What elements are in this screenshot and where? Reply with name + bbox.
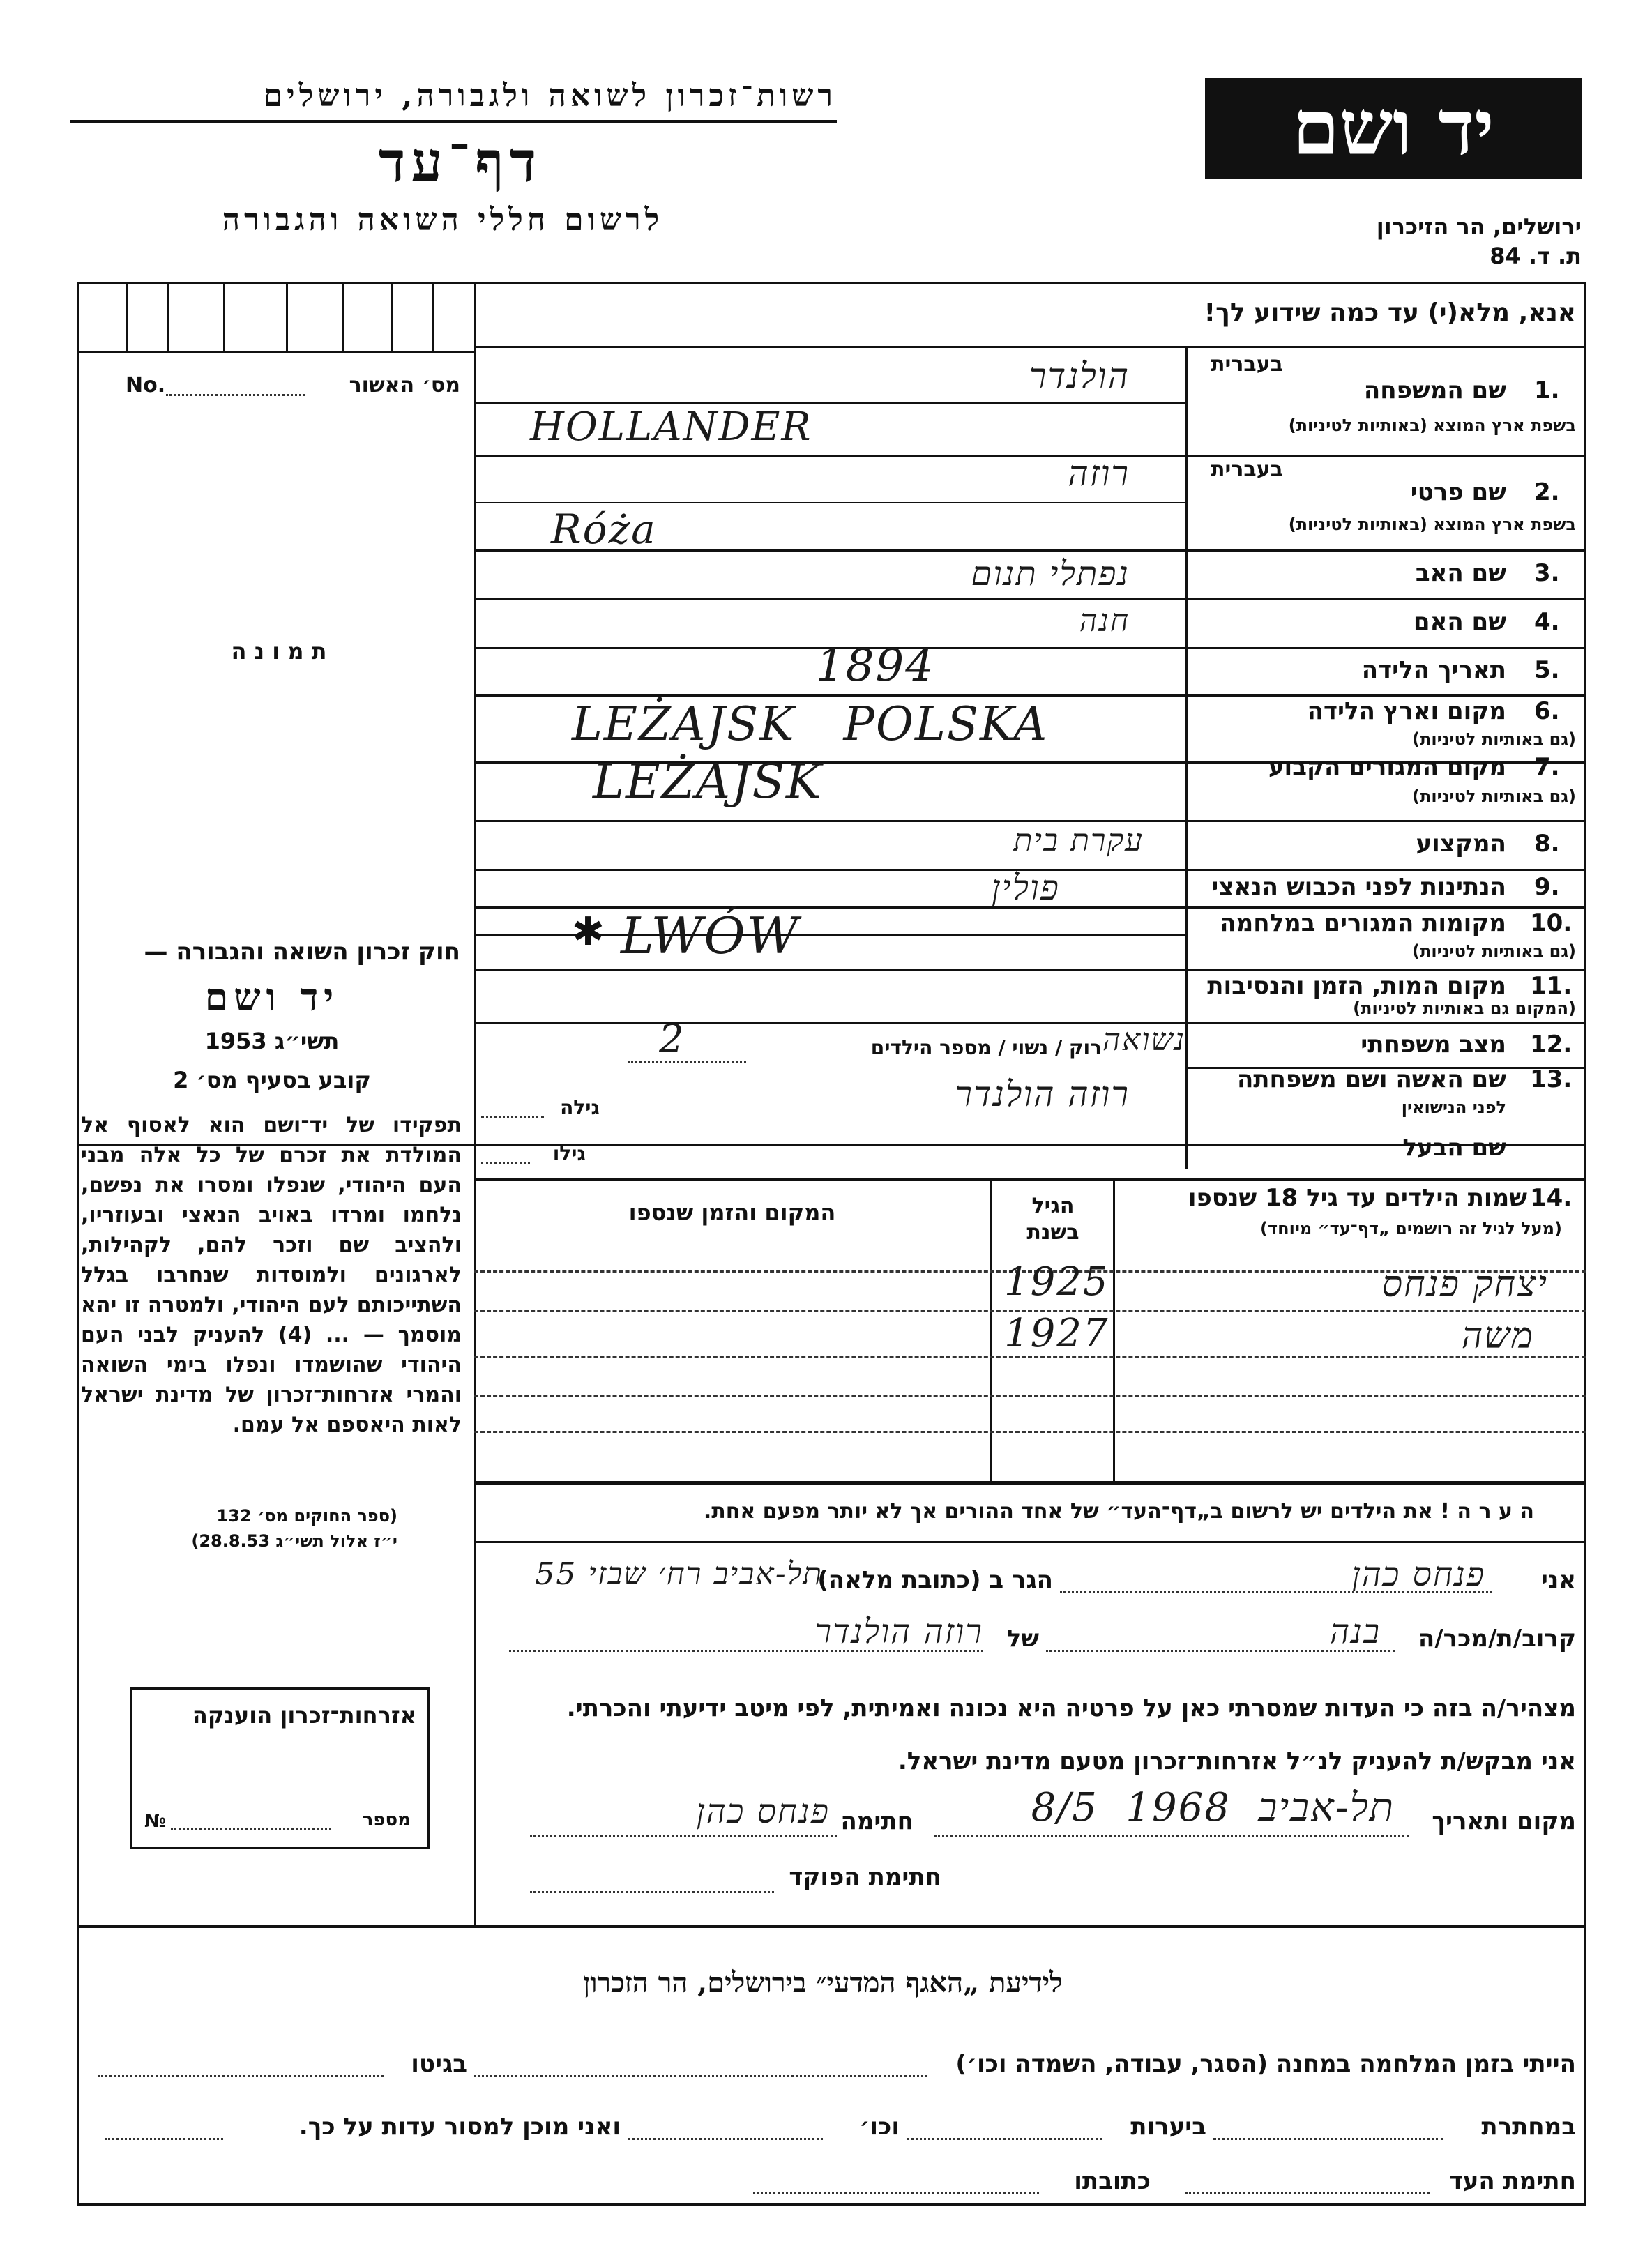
- decl-of-label: של: [1006, 1625, 1039, 1653]
- field2-value-latin: Róża: [551, 506, 657, 553]
- child1-name: יצחק פנחס: [1381, 1263, 1548, 1305]
- field9-num: 9.: [1534, 873, 1560, 901]
- field1-label: שם המשפחה: [1363, 377, 1506, 404]
- field2-value-he: רוזה: [1068, 453, 1130, 494]
- decl-relation-value: בנה: [1330, 1612, 1381, 1651]
- field8-label: המקצוע: [1416, 830, 1506, 858]
- field13-age-label: גילה: [560, 1096, 600, 1119]
- field3-label: שם האב: [1415, 559, 1506, 587]
- bottom-title: לידיעת „האגף המדעי״ בירושלים, הר הזכרון: [583, 1966, 1063, 1999]
- field1-value-latin: HOLLANDER: [530, 404, 812, 450]
- field10-sub: (גם באותיות לטיניות): [1412, 941, 1576, 961]
- field12-options: רוק / נשוי / מספר הילדים: [870, 1036, 1102, 1059]
- field1-num: 1.: [1534, 377, 1560, 404]
- decl-place-date-value: תל-אביב 1968 8/5: [1031, 1785, 1395, 1830]
- bottom-witness-sig: חתימת העד: [1448, 2167, 1576, 2195]
- field11-sub: (המקום גם באותיות לטיניות): [1353, 999, 1576, 1018]
- decl-resides-label: הגר ב (כתובת מלאה): [817, 1566, 1053, 1594]
- bottom-ready: ואני מוכן למסור עדות על כך.: [298, 2113, 621, 2141]
- field2-label: שם פרטי: [1410, 478, 1506, 506]
- law-text: תפקידו של יד־ושם הוא לאסוף אל המולדת את זכרם של כל אלה מבני העם היהודי, שנפלו ומסרו את נפשם, נלחמו ומרדו באויב הנאצי ובעוזריו, ולהציב שם וזכר להם, לקהילות, לארגונים ולמוסדות שנחרבו בגלל השתייכותם לעם היהודי, ולמטרה זו יהא מוסמך — ... (4) להעניק לבני העם היהודי שהושמדו ונפלו בימי השואה והמרי אזרחות־זכרון של מדינת ישראל לאות היאספם אל עמם.: [81, 1113, 462, 1437]
- decl-place-date-label: מקום ותאריך: [1432, 1807, 1576, 1835]
- approval-he-label: מס׳ האשור: [349, 373, 460, 397]
- field2-hebrew-tag: בעברית: [1211, 457, 1283, 482]
- decl-officer-label: חתימת הפוקד: [789, 1863, 941, 1891]
- bottom-forests: ביערות: [1130, 2113, 1206, 2141]
- authority-line: רשות־זכרון לשואה ולגבורה, ירושלים: [263, 78, 837, 114]
- citizenship-no: №: [144, 1811, 167, 1832]
- law-year: תשי״ג 1953: [204, 1028, 340, 1054]
- instruction-text: אנא, מלא(י) עד כמה שידוע לך!: [1204, 298, 1576, 327]
- field6-num: 6.: [1534, 697, 1560, 725]
- field12-num: 12.: [1530, 1031, 1573, 1058]
- field3-value: נפתלי תנום: [971, 554, 1130, 593]
- child2-year: 1927: [1004, 1311, 1109, 1356]
- citizenship-num-label: מספר: [362, 1809, 411, 1830]
- age-header-year: בשנת: [1026, 1220, 1079, 1245]
- form-title: דף־עד: [378, 129, 543, 195]
- field4-value: חנה: [1079, 603, 1130, 639]
- field6-value: LEŻAJSK POLSKA: [572, 697, 1049, 751]
- child2-name: משה: [1461, 1315, 1534, 1357]
- law-source: (ספר החוקים מס׳ 132: [216, 1506, 397, 1526]
- field10-value: LWÓW: [621, 906, 800, 965]
- husband-age-label: גילו: [552, 1142, 586, 1165]
- bottom-etc: וכו׳: [859, 2113, 900, 2141]
- field7-num: 7.: [1534, 753, 1560, 781]
- photo-label: ת מ ו נ ה: [231, 638, 327, 665]
- field10-mark: ✱: [572, 909, 605, 955]
- field2-sub: בשפת ארץ המוצא (באותיות לטיניות): [1288, 515, 1576, 534]
- field7-label: מקום המגורים הקבוע: [1268, 753, 1506, 781]
- decl-of-value: רוזה הולנדר: [814, 1612, 983, 1651]
- field10-label: מקומות המגורים במלחמה: [1220, 909, 1506, 937]
- citizenship-box: [130, 1687, 430, 1849]
- child1-year: 1925: [1004, 1259, 1109, 1305]
- logo-text: יד ושם: [1292, 84, 1494, 172]
- decl-signature-value: פנחס כהן: [696, 1792, 830, 1831]
- field11-label: מקום המות, הזמן והנסיבות: [1207, 972, 1506, 1000]
- field13-sub: לפני הנישואין: [1401, 1098, 1506, 1117]
- field9-label: הנתינות לפני הכבוש הנאצי: [1211, 873, 1506, 901]
- law-name: יד ושם: [204, 975, 340, 1019]
- bottom-ghetto: בגיטו: [411, 2050, 467, 2078]
- field3-num: 3.: [1534, 559, 1560, 587]
- field12-status-value: נשואה: [1102, 1022, 1185, 1058]
- field1-hebrew-tag: בעברית: [1211, 352, 1283, 377]
- field13-value: רוזה הולנדר: [955, 1074, 1130, 1114]
- law-title: חוק זכרון השואה והגבורה —: [144, 938, 460, 966]
- decl-relation-label: קרוב/ת/מכר/ה: [1418, 1625, 1576, 1653]
- field6-sub: (גם באותיות לטיניות): [1412, 729, 1576, 749]
- field8-num: 8.: [1534, 830, 1560, 858]
- approval-no-label: No.: [126, 373, 166, 397]
- field7-sub: (גם באותיות לטיניות): [1412, 787, 1576, 806]
- field11-num: 11.: [1530, 972, 1573, 1000]
- field13-label: שם האשה ושם משפחתה: [1236, 1065, 1506, 1093]
- bottom-partisans: במחתרת: [1481, 2113, 1576, 2141]
- field4-label: שם האם: [1413, 608, 1506, 636]
- address-line1: ירושלים, הר הזיכרון: [1376, 213, 1582, 240]
- age-header: הגיל: [1031, 1194, 1075, 1218]
- field5-label: תאריך הלידה: [1361, 656, 1506, 684]
- field4-num: 4.: [1534, 608, 1560, 636]
- field8-value: עקרת בית: [1013, 823, 1144, 858]
- form-subtitle: לרשום חללי השואה והגבורה: [222, 202, 664, 238]
- yad-vashem-logo: [1205, 78, 1582, 179]
- field2-num: 2.: [1534, 478, 1560, 506]
- note-text: ה ע ר ה ! את הילדים יש לרשום ב„דף־העד״ של אחד ההורים אך לא יותר מפעם אחת.: [703, 1499, 1534, 1524]
- decl-request: אני מבקש/ת להעניק לנ״ל אזרחות־זכרון מטעם מדינת ישראל.: [897, 1747, 1576, 1775]
- field12-children-value: 2: [659, 1017, 685, 1062]
- decl-i-label: אני: [1540, 1566, 1576, 1594]
- field5-num: 5.: [1534, 656, 1560, 684]
- citizenship-title: אזרחות־זכרון הוענקה: [192, 1702, 416, 1729]
- decl-signature-label: חתימה: [840, 1807, 914, 1835]
- field12-label: מצב משפחתי: [1361, 1031, 1506, 1058]
- field7-value: LEŻAJSK: [593, 754, 823, 810]
- field13-num: 13.: [1530, 1065, 1573, 1093]
- decl-statement: מצהיר/ה בזה כי העדות שמסרתי כאן על פרטיה היא נכונה ואמיתית, לפי מיטב ידיעתי והכרתי.: [566, 1694, 1576, 1722]
- field1-sub: בשפת ארץ המוצא (באותיות לטיניות): [1288, 416, 1576, 435]
- place-header: המקום והזמן שנספו: [628, 1199, 836, 1226]
- children-num: 14.: [1530, 1184, 1573, 1212]
- law-source2: י״ז אלול תשי״ג 28.8.53): [191, 1531, 397, 1551]
- field5-value: 1894: [816, 640, 935, 692]
- field9-value: פולין: [991, 867, 1060, 908]
- field10-num: 10.: [1530, 909, 1573, 937]
- children-sub: (מעל לגיל זה רושמים „דף־עד״ מיוחד): [1260, 1219, 1562, 1238]
- bottom-line1: הייתי בזמן המלחמה במחנה (הסגר, עבודה, השמדה וכו׳): [955, 2050, 1576, 2078]
- husband-label: שם הבעל: [1402, 1134, 1506, 1162]
- bottom-address: כתובתו: [1074, 2167, 1151, 2195]
- address-line2: ת. ד. 84: [1490, 243, 1582, 269]
- children-label: שמות הילדים עד גיל 18 שנספו: [1188, 1184, 1527, 1212]
- field1-value-he: הולנדר: [1029, 356, 1130, 396]
- law-clause: קובע בסעיף מס׳ 2: [173, 1067, 371, 1093]
- decl-resides-value: תל-אביב רח׳ שבזי 55: [535, 1556, 823, 1592]
- decl-i-value: פנחס כהן: [1351, 1555, 1485, 1594]
- field6-label: מקום וארץ הלידה: [1307, 697, 1506, 725]
